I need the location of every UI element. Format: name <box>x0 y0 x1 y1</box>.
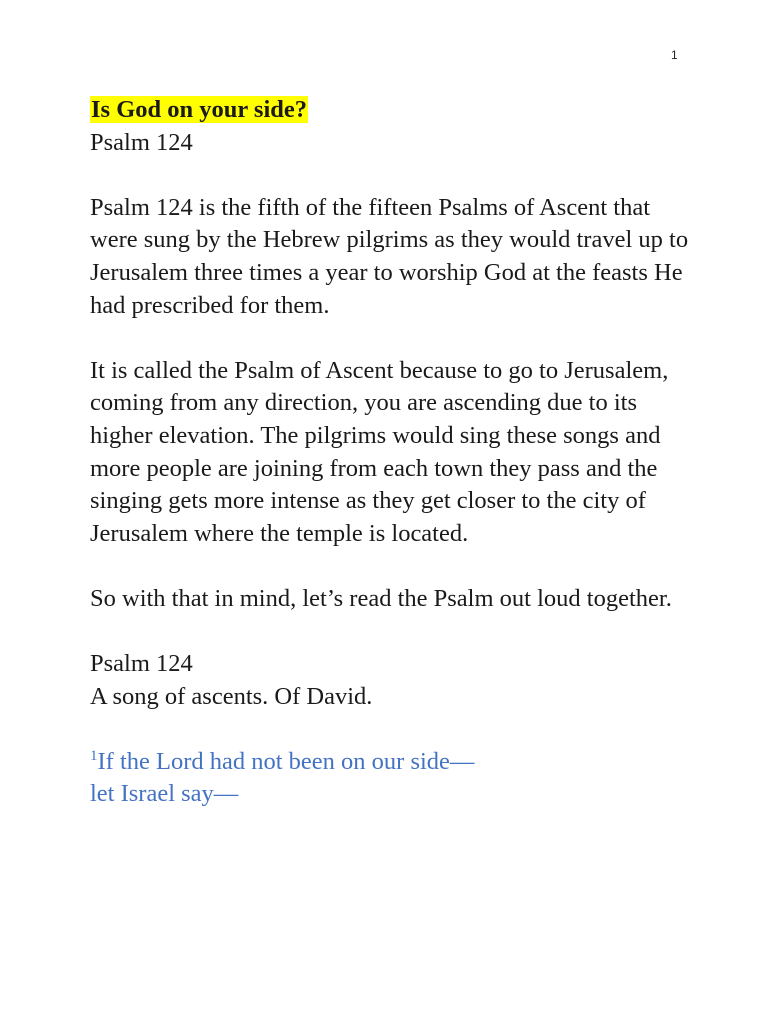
verse-line-1 <box>90 746 690 779</box>
page-number: 1 <box>671 48 678 62</box>
paragraph-ascent: It is called the Psalm of Ascent because to go to Jerusalem, coming from any direction, you are ascending due to its higher elevation. The pilgrims would sing these songs and more people are joining from each town they pass and the singing gets more intense as they get closer to the city of Jerusalem where the temple is located. <box>90 356 669 547</box>
document-title: Is God on your side? <box>91 96 308 123</box>
title-line <box>90 94 690 127</box>
paragraph-spacer <box>90 159 690 192</box>
scripture-subheading: A song of ascents. Of David. <box>90 682 373 710</box>
paragraph-spacer <box>90 616 690 649</box>
verse-line-2: let Israel say— <box>90 780 239 808</box>
verse-text-1: If the Lord had not been on our side— <box>97 747 475 775</box>
paragraph-spacer <box>90 550 690 583</box>
document-body <box>90 94 690 811</box>
paragraph-read-aloud: So with that in mind, let’s read the Psalm out loud together. <box>90 584 672 612</box>
paragraph-intro: Psalm 124 is the fifth of the fifteen Psalms of Ascent that were sung by the Hebrew pilgrims as they would travel up to Jerusalem three times a year to worship God at the feasts He had prescribed for them. <box>90 193 689 319</box>
document-subtitle: Psalm 124 <box>90 128 193 156</box>
verse-number: 1 <box>90 747 98 764</box>
paragraph-spacer <box>90 713 690 746</box>
scripture-heading: Psalm 124 <box>90 650 193 678</box>
paragraph-spacer <box>90 322 690 355</box>
